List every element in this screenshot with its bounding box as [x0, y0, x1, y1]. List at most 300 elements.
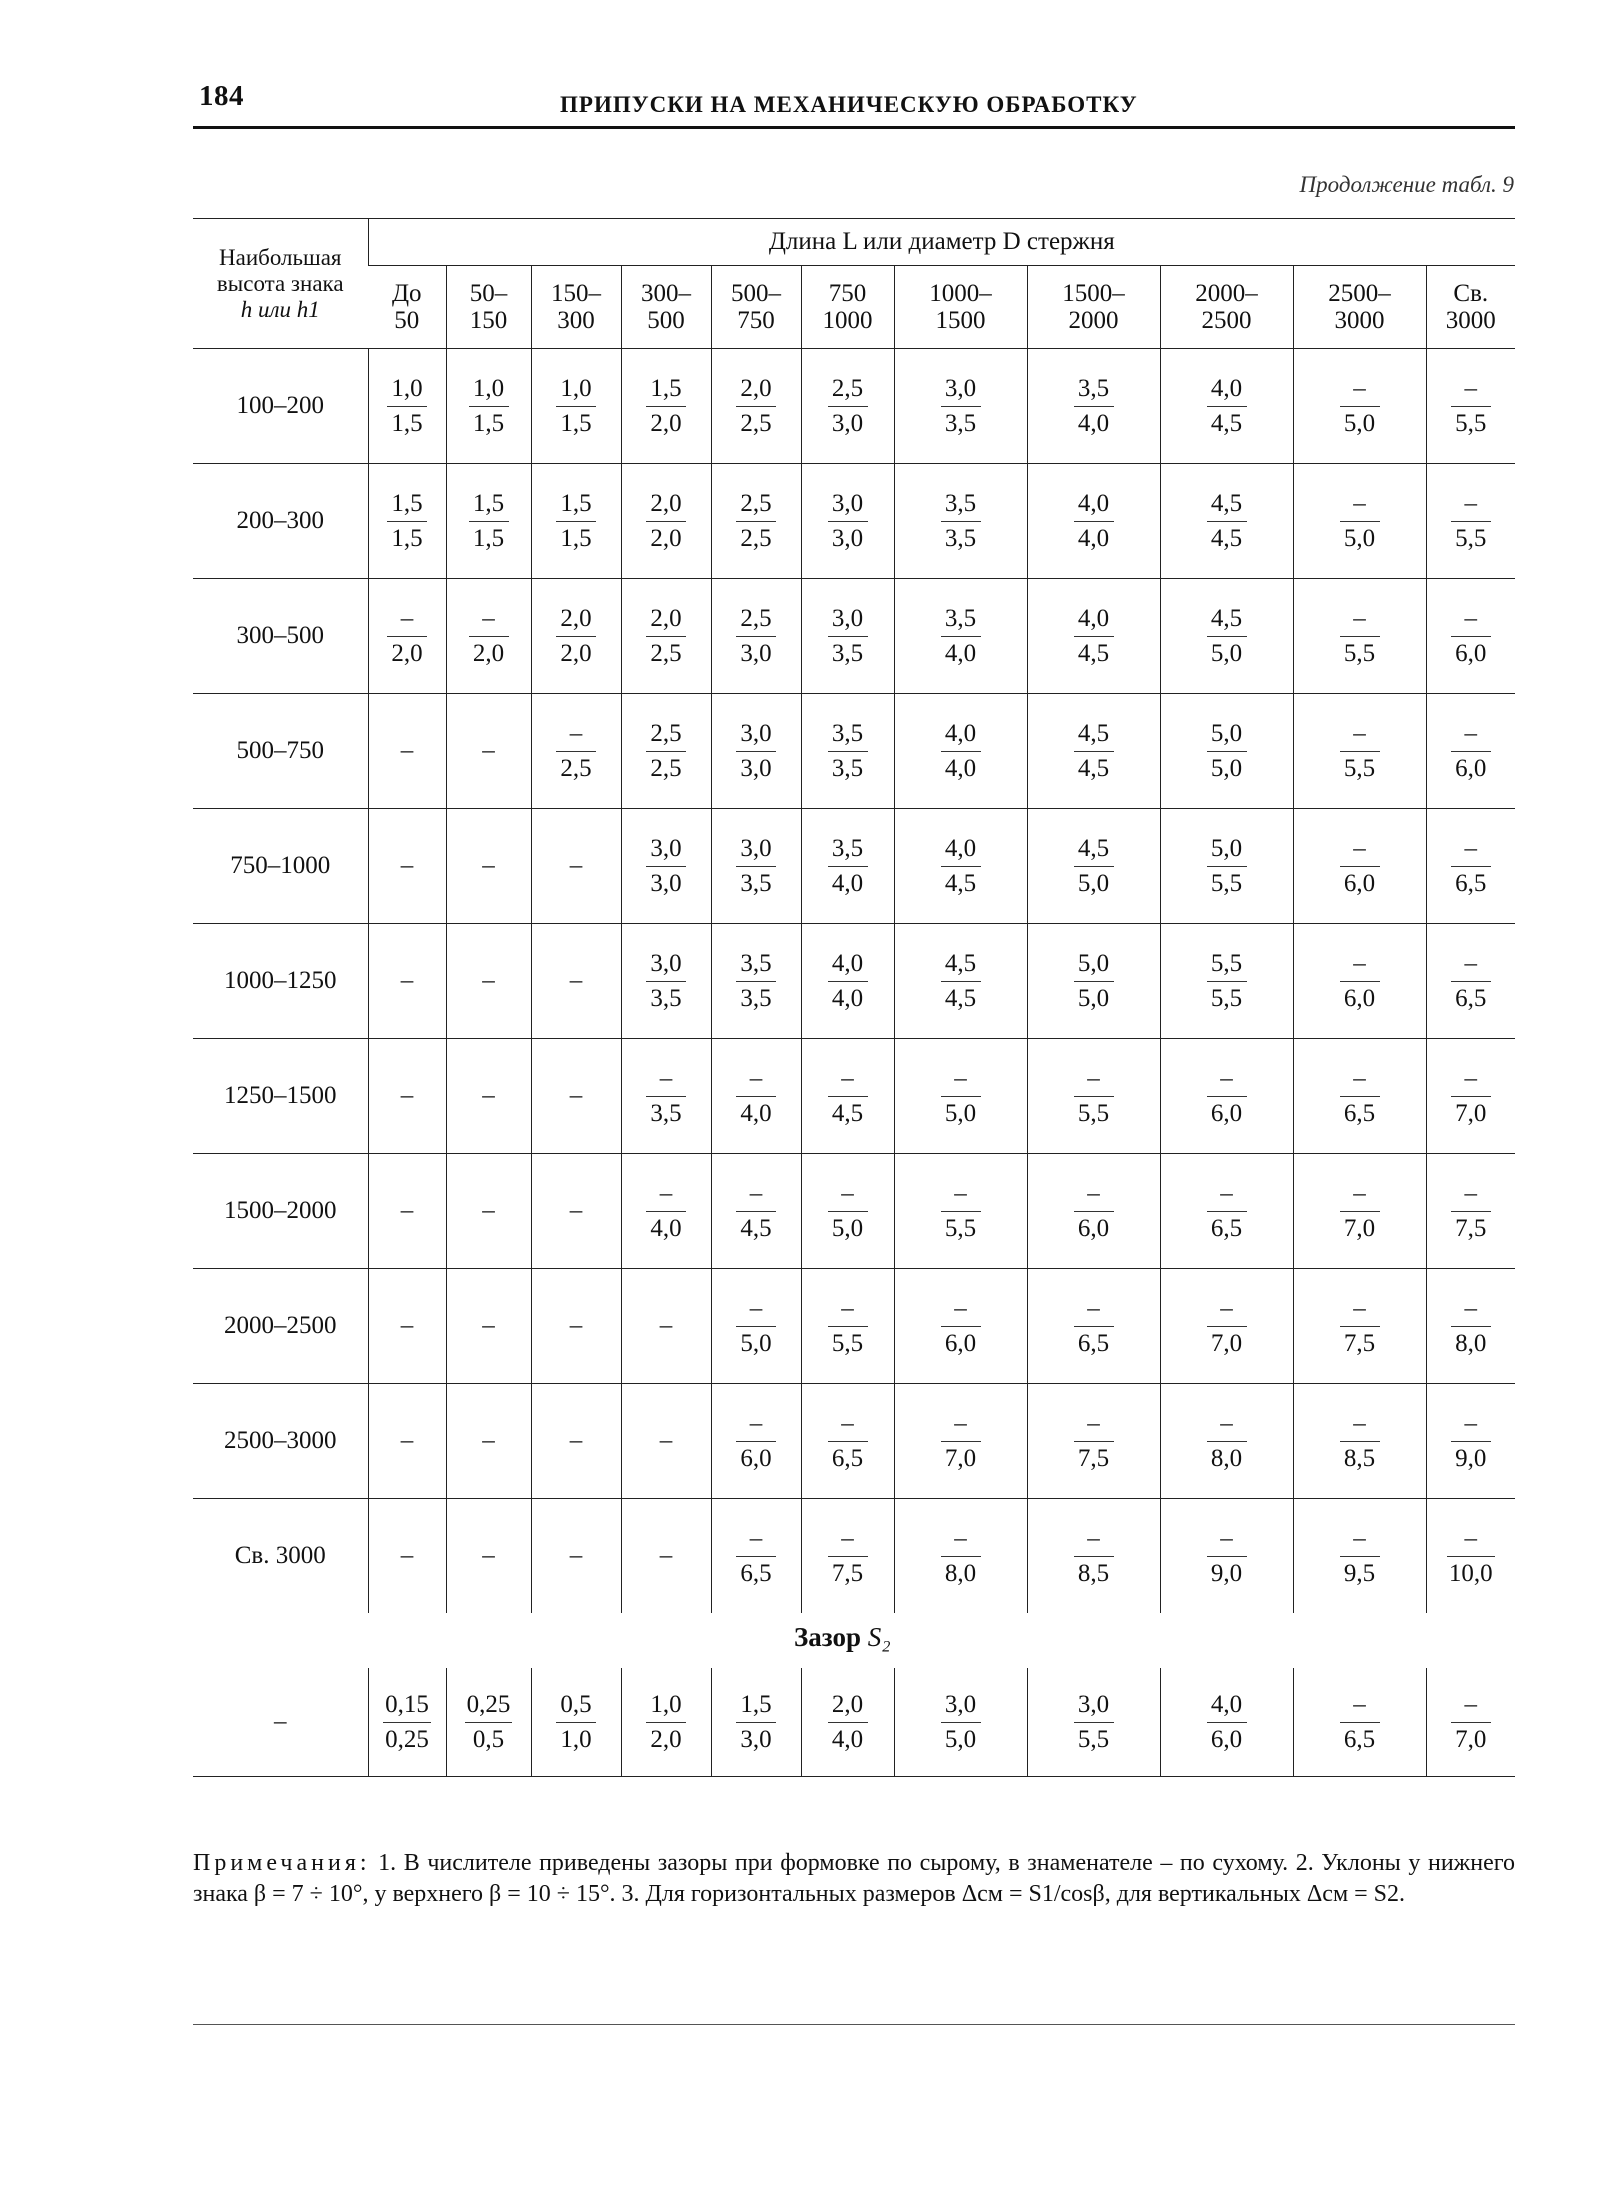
fraction	[828, 372, 868, 441]
fraction	[736, 602, 776, 671]
table-cell	[621, 1269, 711, 1384]
denominator: 4,5	[944, 869, 977, 897]
denominator: 3,5	[831, 754, 864, 782]
denominator: 4,0	[1077, 409, 1110, 437]
table-cell	[368, 924, 446, 1039]
fraction	[1340, 1177, 1380, 1246]
numerator: –	[828, 1062, 868, 1097]
fraction	[1340, 717, 1380, 786]
column-header: 1500– 2000	[1027, 266, 1160, 349]
table-cell	[1293, 1384, 1426, 1499]
numerator: 1,5	[646, 372, 686, 407]
fraction	[736, 717, 776, 786]
column-header: 500– 750	[711, 266, 801, 349]
table-cell	[1027, 1039, 1160, 1154]
fraction	[646, 1062, 686, 1131]
denominator: 5,0	[1210, 754, 1243, 782]
table-cell	[1027, 1154, 1160, 1269]
denominator: 3,0	[740, 754, 772, 782]
denominator: 5,0	[944, 1099, 977, 1127]
numerator: –	[736, 1177, 776, 1212]
fraction	[1074, 487, 1114, 556]
denominator: 6,5	[1343, 1725, 1376, 1753]
fraction	[941, 487, 981, 556]
fraction	[1074, 947, 1114, 1016]
denominator: 5,0	[740, 1329, 772, 1357]
denominator: 6,5	[740, 1559, 772, 1587]
fraction	[1340, 832, 1380, 901]
table-cell	[894, 1499, 1027, 1614]
fraction	[941, 1177, 981, 1246]
table-cell	[368, 1499, 446, 1614]
denominator: 6,0	[1455, 754, 1487, 782]
denominator: 5,0	[1210, 639, 1243, 667]
numerator: 5,0	[1207, 832, 1247, 867]
fraction	[736, 1407, 776, 1476]
cell-value: –	[569, 1197, 583, 1224]
numerator: –	[1340, 487, 1380, 522]
gap-row-label: –	[193, 1668, 368, 1777]
denominator: 7,0	[1343, 1214, 1376, 1242]
table-cell	[531, 1269, 621, 1384]
denominator: 7,5	[1343, 1329, 1376, 1357]
numerator: –	[1451, 947, 1491, 982]
denominator: 4,5	[944, 984, 977, 1012]
row-label: 750–1000	[193, 809, 368, 924]
fraction	[1207, 487, 1247, 556]
numerator: –	[1451, 372, 1491, 407]
table-cell	[531, 809, 621, 924]
table-cell	[1426, 349, 1515, 464]
numerator: 1,0	[469, 372, 509, 407]
denominator: 5,0	[831, 1214, 864, 1242]
column-header: 2500– 3000	[1293, 266, 1426, 349]
row-label: 2500–3000	[193, 1384, 368, 1499]
numerator: 4,5	[1074, 717, 1114, 752]
table-cell	[1293, 809, 1426, 924]
denominator: 8,0	[1455, 1329, 1487, 1357]
cell-value: –	[482, 1312, 495, 1339]
denominator: 2,0	[650, 524, 682, 552]
table-cell	[531, 1668, 621, 1777]
numerator: –	[469, 602, 509, 637]
numerator: –	[1451, 1292, 1491, 1327]
table-cell	[894, 809, 1027, 924]
table-cell	[801, 1269, 894, 1384]
denominator: 3,0	[740, 639, 772, 667]
denominator: 6,0	[1077, 1214, 1110, 1242]
cell-value: –	[569, 852, 583, 879]
denominator: 2,0	[472, 639, 505, 667]
table-cell	[368, 1269, 446, 1384]
denominator: 3,0	[831, 409, 864, 437]
table-cell	[1426, 1039, 1515, 1154]
numerator: 2,5	[646, 717, 686, 752]
fraction	[1207, 832, 1247, 901]
fraction	[1447, 1522, 1495, 1591]
numerator: 2,0	[646, 487, 686, 522]
table-cell	[1027, 579, 1160, 694]
fraction	[1207, 1062, 1247, 1131]
numerator: –	[1340, 1688, 1380, 1723]
numerator: 3,5	[941, 602, 981, 637]
fraction	[828, 602, 868, 671]
denominator: 4,0	[831, 869, 864, 897]
numerator: –	[941, 1292, 981, 1327]
table-cell	[531, 1039, 621, 1154]
numerator: 3,0	[736, 832, 776, 867]
cell-value: –	[400, 1082, 414, 1109]
numerator: 4,0	[1207, 1688, 1247, 1723]
table-cell	[711, 1154, 801, 1269]
numerator: 1,5	[556, 487, 596, 522]
fraction	[941, 1522, 981, 1591]
denominator: 6,0	[1343, 984, 1376, 1012]
table-cell	[531, 1384, 621, 1499]
denominator: 5,5	[1210, 869, 1243, 897]
table-cell	[801, 1668, 894, 1777]
numerator: –	[941, 1177, 981, 1212]
numerator: –	[1074, 1062, 1114, 1097]
numerator: –	[1074, 1407, 1114, 1442]
numerator: –	[1451, 832, 1491, 867]
table-cell	[368, 1039, 446, 1154]
fraction	[387, 372, 427, 441]
numerator: 3,0	[646, 947, 686, 982]
fraction	[736, 487, 776, 556]
denominator: 5,5	[831, 1329, 864, 1357]
fraction	[736, 1688, 776, 1757]
denominator: 3,0	[740, 1725, 772, 1753]
denominator: 5,5	[944, 1214, 977, 1242]
numerator: 1,5	[469, 487, 509, 522]
cell-value: –	[482, 967, 495, 994]
fraction	[465, 1688, 513, 1757]
table-cell	[894, 579, 1027, 694]
column-header: 1000– 1500	[894, 266, 1027, 349]
fraction	[1074, 1292, 1114, 1361]
fraction	[1340, 1407, 1380, 1476]
denominator: 9,0	[1210, 1559, 1243, 1587]
table-cell	[1426, 1384, 1515, 1499]
denominator: 6,0	[1343, 869, 1376, 897]
numerator: 2,5	[828, 372, 868, 407]
denominator: 4,5	[1077, 639, 1110, 667]
numerator: 3,0	[828, 487, 868, 522]
table-cell	[1160, 464, 1293, 579]
notes-label: Примечания:	[193, 1850, 371, 1876]
cell-value: –	[659, 1427, 673, 1454]
denominator: 6,0	[1455, 639, 1487, 667]
table-cell	[894, 464, 1027, 579]
table-cell	[368, 1154, 446, 1269]
denominator: 3,5	[740, 984, 772, 1012]
table-cell	[1160, 924, 1293, 1039]
denominator: 4,0	[944, 639, 977, 667]
denominator: 2,0	[650, 409, 682, 437]
table-cell	[446, 1039, 531, 1154]
table-cell	[711, 579, 801, 694]
fraction	[1451, 1292, 1491, 1361]
fraction	[736, 1062, 776, 1131]
fraction	[387, 602, 427, 671]
fraction	[828, 832, 868, 901]
numerator: 4,0	[1074, 487, 1114, 522]
fraction	[646, 947, 686, 1016]
fraction	[941, 832, 981, 901]
numerator: 2,0	[556, 602, 596, 637]
table-cell	[368, 1384, 446, 1499]
denominator: 5,0	[1077, 869, 1110, 897]
denominator: 7,0	[1210, 1329, 1243, 1357]
table-cell	[711, 1499, 801, 1614]
denominator: 0,5	[472, 1725, 505, 1753]
denominator: 7,5	[831, 1559, 864, 1587]
fraction	[828, 947, 868, 1016]
numerator: –	[828, 1522, 868, 1557]
numerator: –	[1451, 602, 1491, 637]
fraction	[646, 602, 686, 671]
cell-value: –	[569, 1082, 583, 1109]
denominator: 3,5	[650, 984, 682, 1012]
table-cell	[711, 1384, 801, 1499]
table-cell	[894, 924, 1027, 1039]
numerator: –	[828, 1177, 868, 1212]
denominator: 5,5	[1077, 1099, 1110, 1127]
table-cell	[1426, 694, 1515, 809]
fraction	[941, 372, 981, 441]
table-row	[193, 694, 1515, 809]
table-cell	[1027, 1668, 1160, 1777]
table-cell	[801, 464, 894, 579]
denominator: 4,5	[1210, 524, 1243, 552]
cell-value: –	[659, 1542, 673, 1569]
numerator: 1,0	[646, 1688, 686, 1723]
fraction	[1207, 1177, 1247, 1246]
denominator: 1,5	[560, 409, 592, 437]
table-cell	[1160, 1269, 1293, 1384]
denominator: 2,5	[560, 754, 592, 782]
numerator: 1,5	[736, 1688, 776, 1723]
cell-value: –	[569, 967, 583, 994]
fraction	[1451, 717, 1491, 786]
numerator: –	[387, 602, 427, 637]
table-cell	[531, 694, 621, 809]
table-cell	[531, 924, 621, 1039]
denominator: 4,0	[650, 1214, 682, 1242]
fraction	[828, 1522, 868, 1591]
table-cell	[711, 1039, 801, 1154]
table-row	[193, 1499, 1515, 1614]
fraction	[941, 1292, 981, 1361]
denominator: 5,0	[1343, 409, 1376, 437]
numerator: 3,0	[828, 602, 868, 637]
numerator: –	[1340, 602, 1380, 637]
table-cell	[446, 1384, 531, 1499]
fraction	[1207, 947, 1247, 1016]
denominator: 2,5	[740, 409, 772, 437]
table-cell	[801, 694, 894, 809]
table-cell	[1027, 1269, 1160, 1384]
fraction	[646, 487, 686, 556]
denominator: 7,0	[1455, 1099, 1487, 1127]
table-cell	[1293, 694, 1426, 809]
numerator: –	[556, 717, 596, 752]
table-cell	[1426, 924, 1515, 1039]
denominator: 6,5	[1210, 1214, 1243, 1242]
column-header: 150– 300	[531, 266, 621, 349]
numerator: –	[1207, 1292, 1247, 1327]
numerator: –	[736, 1407, 776, 1442]
cell-value: –	[400, 737, 414, 764]
gap-table	[193, 1668, 1515, 1777]
fraction	[1340, 372, 1380, 441]
denominator: 3,0	[650, 869, 682, 897]
table-cell	[621, 924, 711, 1039]
table-cell	[1027, 464, 1160, 579]
fraction	[941, 1688, 981, 1757]
notes-text: 1. В числителе приведены зазоры при формовке по сырому, в знаменателе – по сухому. 2. Уклоны у нижнего знака β = 7 ÷ 10°, у верхнего β = 10 ÷ 15°. 3. Для горизонтальных размеров Δсм = S1/cosβ, для вертикальных Δсм = S2.	[193, 1850, 1515, 1907]
table-cell	[621, 1154, 711, 1269]
fraction	[828, 1292, 868, 1361]
table-cell	[1293, 1154, 1426, 1269]
denominator: 6,5	[1343, 1099, 1376, 1127]
numerator: –	[1447, 1522, 1495, 1557]
numerator: –	[1074, 1177, 1114, 1212]
numerator: 2,0	[646, 602, 686, 637]
page-number: 184	[199, 80, 244, 112]
column-header: 50– 150	[446, 266, 531, 349]
fraction	[941, 602, 981, 671]
numerator: 5,0	[1074, 947, 1114, 982]
column-header: 2000– 2500	[1160, 266, 1293, 349]
table-cell	[368, 809, 446, 924]
denominator: 3,0	[831, 524, 864, 552]
denominator: 5,5	[1455, 409, 1487, 437]
numerator: 0,15	[383, 1688, 431, 1723]
fraction	[1451, 372, 1491, 441]
fraction	[828, 1688, 868, 1757]
fraction	[646, 832, 686, 901]
cell-value: –	[482, 737, 495, 764]
table-cell	[894, 1039, 1027, 1154]
table-cell	[368, 349, 446, 464]
fraction	[1451, 947, 1491, 1016]
table-cell	[1426, 1499, 1515, 1614]
cell-value: –	[482, 852, 495, 879]
numerator: 3,0	[1074, 1688, 1114, 1723]
table-cell	[1293, 579, 1426, 694]
denominator: 3,5	[944, 409, 977, 437]
fraction	[828, 1062, 868, 1131]
table-cell	[801, 924, 894, 1039]
fraction	[1074, 832, 1114, 901]
row-header-height: Наибольшая высота знака h или h1	[193, 219, 368, 349]
denominator: 4,0	[740, 1099, 772, 1127]
denominator: 5,5	[1455, 524, 1487, 552]
cell-value: –	[482, 1197, 495, 1224]
table-continuation-note: Продолжение табл. 9	[1299, 172, 1514, 197]
cell-value: –	[400, 1427, 414, 1454]
denominator: 6,5	[1455, 984, 1487, 1012]
cell-value: –	[400, 1197, 414, 1224]
table-cell	[1426, 464, 1515, 579]
table-cell	[446, 1668, 531, 1777]
fraction	[828, 717, 868, 786]
table-cell	[1426, 809, 1515, 924]
denominator: 7,0	[944, 1444, 977, 1472]
cell-value: –	[482, 1427, 495, 1454]
fraction	[1451, 487, 1491, 556]
numerator: 5,5	[1207, 947, 1247, 982]
denominator: 5,0	[1343, 524, 1376, 552]
numerator: 3,0	[941, 372, 981, 407]
table-cell	[1027, 1384, 1160, 1499]
table-cell	[531, 464, 621, 579]
denominator: 6,0	[944, 1329, 977, 1357]
row-label: 500–750	[193, 694, 368, 809]
table-cell	[446, 809, 531, 924]
fraction	[646, 717, 686, 786]
table-cell	[1426, 1668, 1515, 1777]
fraction	[1451, 1177, 1491, 1246]
table-cell	[1426, 579, 1515, 694]
fraction	[387, 487, 427, 556]
numerator: 3,5	[1074, 372, 1114, 407]
numerator: 2,0	[736, 372, 776, 407]
table-cell	[801, 809, 894, 924]
denominator: 2,5	[740, 524, 772, 552]
denominator: 6,5	[1455, 869, 1487, 897]
column-header: 300– 500	[621, 266, 711, 349]
table-cell	[1160, 1499, 1293, 1614]
cell-value: –	[400, 967, 414, 994]
fraction	[1340, 1292, 1380, 1361]
numerator: –	[1207, 1177, 1247, 1212]
denominator: 9,0	[1455, 1444, 1487, 1472]
table-row	[193, 1384, 1515, 1499]
cell-value: –	[569, 1312, 583, 1339]
column-header: 750 1000	[801, 266, 894, 349]
numerator: –	[1340, 832, 1380, 867]
denominator: 3,5	[650, 1099, 682, 1127]
table-cell	[531, 1154, 621, 1269]
fraction	[736, 947, 776, 1016]
numerator: –	[736, 1292, 776, 1327]
numerator: 3,0	[646, 832, 686, 867]
table-cell	[1027, 924, 1160, 1039]
denominator: 1,0	[560, 1725, 592, 1753]
denominator: 6,0	[1210, 1099, 1243, 1127]
table-row	[193, 809, 1515, 924]
table-cell	[1426, 1154, 1515, 1269]
table-cell	[1293, 1499, 1426, 1614]
fraction	[1074, 1688, 1114, 1757]
table-cell	[621, 809, 711, 924]
fraction	[828, 1407, 868, 1476]
cell-value: –	[400, 1312, 414, 1339]
table-cell	[1160, 694, 1293, 809]
table-cell	[711, 1668, 801, 1777]
table-cell	[801, 1154, 894, 1269]
table-cell	[621, 1384, 711, 1499]
table-cell	[711, 464, 801, 579]
table-row	[193, 1269, 1515, 1384]
fraction	[1207, 1292, 1247, 1361]
table-cell	[801, 1499, 894, 1614]
table-cell	[446, 579, 531, 694]
denominator: 4,0	[1077, 524, 1110, 552]
